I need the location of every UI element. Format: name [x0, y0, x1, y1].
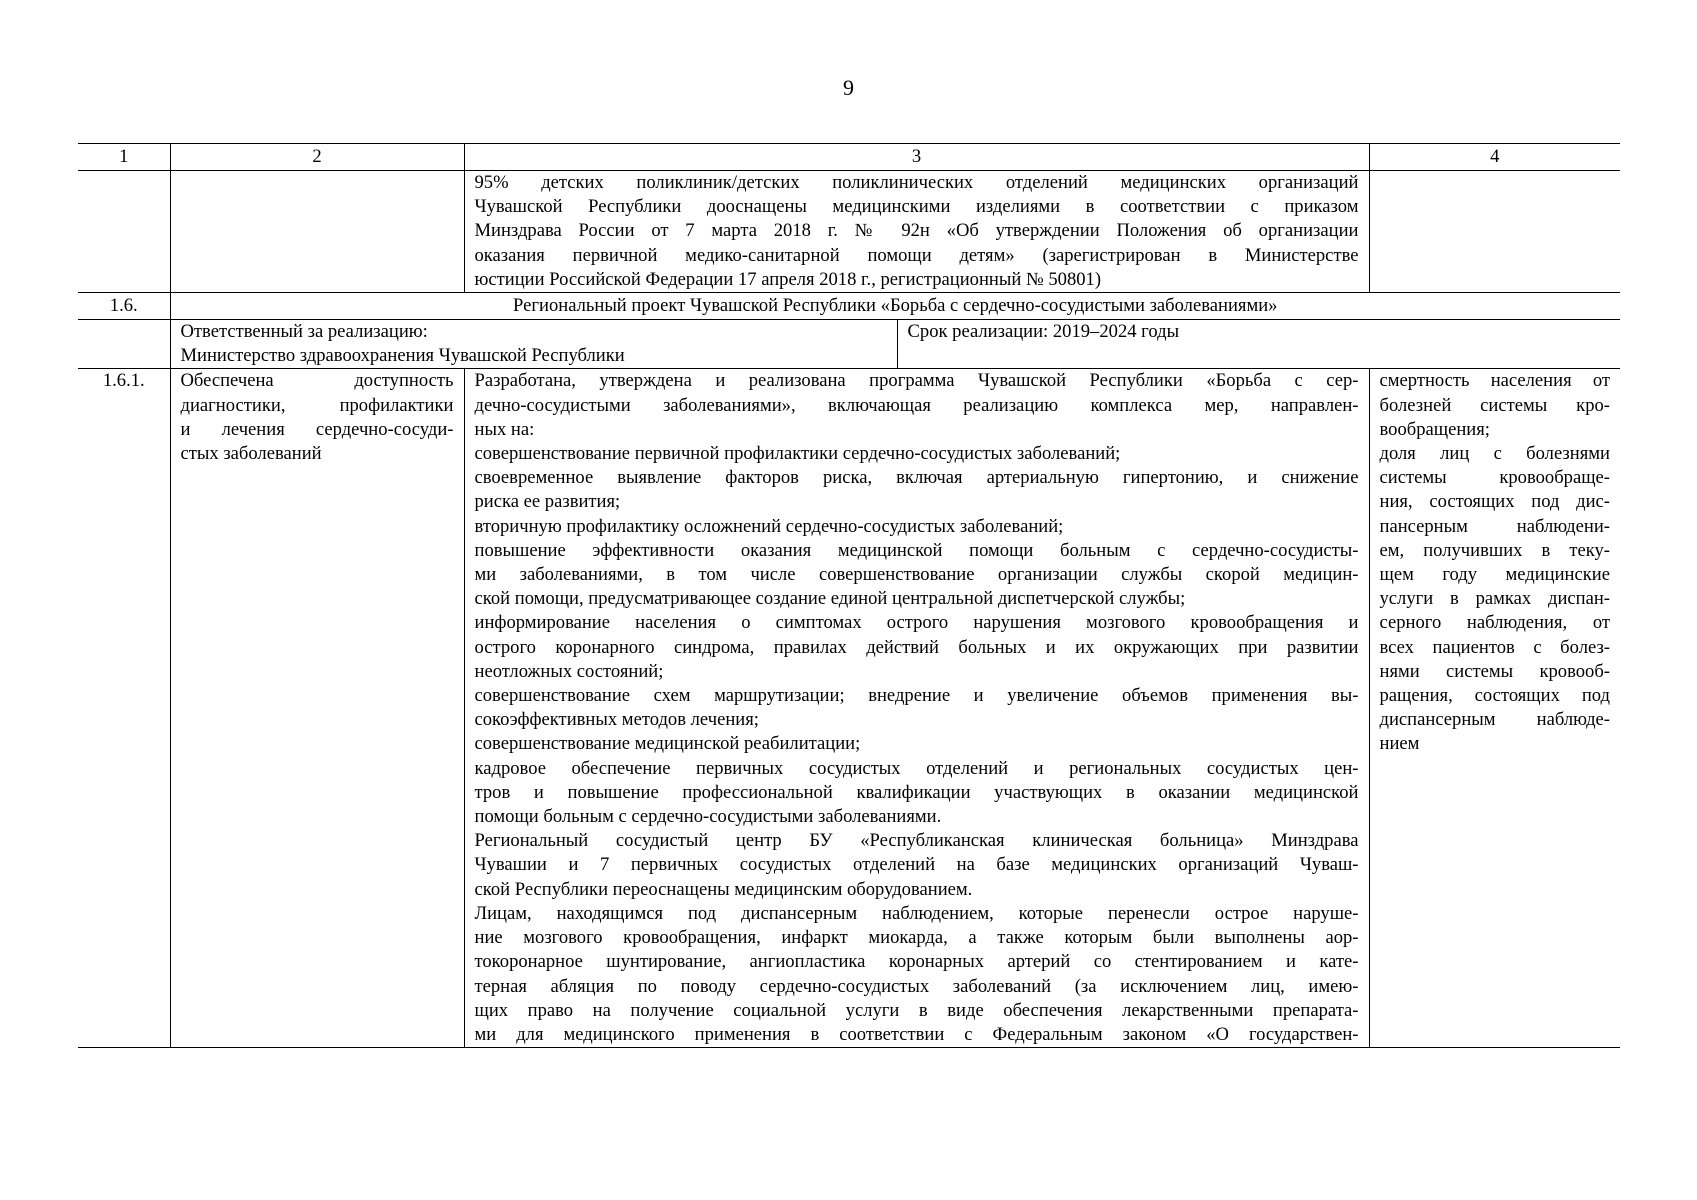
responsible-block: [171, 320, 898, 368]
text-line: доля лиц с болезнями: [1379, 443, 1610, 465]
text-line: Региональный сосудистый центр БУ «Республиканская клиническая больница» Минздрава: [474, 830, 1359, 852]
text-line: ние мозгового кровообращения, инфаркт миокарда, а также которым были выполнены аор-: [474, 927, 1359, 949]
text-line: повышение эффективности оказания медицинской помощи больным с сердечно-сосудисты-: [474, 539, 1359, 561]
text-line: дечно-сосудистыми заболеваниями», включающая реализацию комплекса мер, направлен-: [474, 394, 1359, 416]
text-line: пансерным наблюдени-: [1379, 515, 1610, 537]
text-line: совершенствование медицинской реабилитации;: [474, 733, 861, 755]
term-block: [898, 320, 1190, 368]
item-row: [78, 369, 1620, 1048]
text-line: токоронарное шунтирование, ангиопластика коронарных артерий со стентированием и кате-: [474, 951, 1359, 973]
column-header-2: 2: [170, 144, 464, 171]
text-line: Разработана, утверждена и реализована программа Чувашской Республики «Борьба с сер-: [474, 370, 1359, 392]
responsible-value: Министерство здравоохранения Чувашской Республики: [180, 345, 625, 367]
text-line: Чувашской Республики дооснащены медицинскими изделиями в соответствии с приказом: [474, 196, 1359, 218]
section-title-row: [78, 293, 1620, 320]
text-line: совершенствование схем маршрутизации; внедрение и увеличение объемов применения вы-: [474, 685, 1359, 707]
table-header-row: [78, 144, 1620, 171]
text-line: терная абляция по поводу сердечно-сосудистых заболеваний (за исключением лиц, имею-: [474, 975, 1359, 997]
term-text: Срок реализации: 2019–2024 годы: [907, 321, 1180, 343]
text-line: ми заболеваниями, в том числе совершенствование организации службы скорой медицин-: [474, 564, 1359, 586]
continued-row-col3: [464, 171, 1369, 293]
section-responsible-row: [78, 320, 1620, 369]
text-line: болезней системы кро-: [1379, 394, 1610, 416]
section-number: 1.6.: [78, 293, 170, 320]
text-line: ми для медицинского применения в соответствии с Федеральным законом «О государствен-: [474, 1023, 1359, 1045]
page-number: 9: [843, 75, 854, 100]
text-line: серного наблюдения, от: [1379, 612, 1610, 634]
text-line: диспансерным наблюде-: [1379, 709, 1610, 731]
text-line: вторичную профилактику осложнений сердечно-сосудистых заболеваний;: [474, 515, 1064, 537]
text-line: ской помощи, предусматривающее создание единой центральной диспетчерской службы;: [474, 588, 1186, 610]
text-line: ской Республики переоснащены медицинским оборудованием.: [474, 878, 973, 900]
text-line: системы кровообраще-: [1379, 467, 1610, 489]
text-line: тров и повышение профессиональной квалификации участвующих в оказании медицинской: [474, 781, 1359, 803]
text-line: ных на:: [474, 418, 535, 440]
text-line: Обеспечена доступность: [180, 370, 454, 392]
text-line: кадровое обеспечение первичных сосудистых отделений и региональных сосудистых цен-: [474, 757, 1359, 779]
text-line: нями системы кровооб-: [1379, 660, 1610, 682]
responsible-label: Ответственный за реализацию:: [180, 321, 428, 343]
text-line: острого коронарного синдрома, правилах действий больных и их окружающих при развитии: [474, 636, 1359, 658]
text-line: риска ее развития;: [474, 491, 621, 513]
text-line: ния, состоящих под дис-: [1379, 491, 1610, 513]
text-line: совершенствование первичной профилактики сердечно-сосудистых заболеваний;: [474, 443, 1121, 465]
text-line: вообращения;: [1379, 418, 1490, 440]
document-table: [78, 143, 1620, 1048]
item-result: [170, 369, 464, 1048]
text-line: Чувашии и 7 первичных сосудистых отделений на базе медицинских организаций Чуваш-: [474, 854, 1359, 876]
text-line: неотложных состояний;: [474, 660, 664, 682]
text-line: оказания первичной медико-санитарной помощи детям» (зарегистрирован в Министерстве: [474, 244, 1359, 266]
column-header-3: 3: [464, 144, 1369, 171]
text-line: ем, получивших в теку-: [1379, 539, 1610, 561]
item-description: [464, 369, 1369, 1048]
text-line: Лицам, находящимся под диспансерным наблюдением, которые перенесли острое наруше-: [474, 902, 1359, 924]
text-line: диагностики, профилактики: [180, 394, 454, 416]
text-line: щих право на получение социальной услуги в виде обеспечения лекарственными препарата-: [474, 999, 1359, 1021]
item-number: 1.6.1.: [78, 369, 170, 1048]
text-line: ращения, состоящих под: [1379, 685, 1610, 707]
text-line: 95% детских поликлиник/детских поликлинических отделений медицинских организаций: [474, 172, 1359, 193]
text-line: услуги в рамках диспан-: [1379, 588, 1610, 610]
text-line: информирование населения о симптомах острого нарушения мозгового кровообращения и: [474, 612, 1359, 634]
column-header-4: 4: [1369, 144, 1620, 171]
item-indicators: [1369, 369, 1620, 1048]
text-line: сокоэффективных методов лечения;: [474, 709, 759, 731]
text-line: нием: [1379, 733, 1420, 755]
column-header-1: 1: [78, 144, 170, 171]
text-line: помощи больным с сердечно-сосудистыми заболеваниями.: [474, 806, 942, 828]
section-title: Региональный проект Чувашской Республики «Борьба с сердечно-сосудистыми заболеваниями»: [170, 293, 1620, 320]
continued-row: [78, 171, 1620, 293]
text-line: щем году медицинские: [1379, 564, 1610, 586]
text-line: и лечения сердечно-сосуди-: [180, 418, 454, 440]
text-line: Минздрава России от 7 марта 2018 г. № 92н «Об утверждении Положения об организации: [474, 220, 1359, 242]
text-line: стых заболеваний: [180, 443, 322, 465]
text-line: своевременное выявление факторов риска, включая артериальную гипертонию, и снижение: [474, 467, 1359, 489]
text-line: всех пациентов с болез-: [1379, 636, 1610, 658]
text-line: смертность населения от: [1379, 370, 1610, 392]
text-line: юстиции Российской Федерации 17 апреля 2018 г., регистрационный № 50801): [474, 268, 1102, 290]
